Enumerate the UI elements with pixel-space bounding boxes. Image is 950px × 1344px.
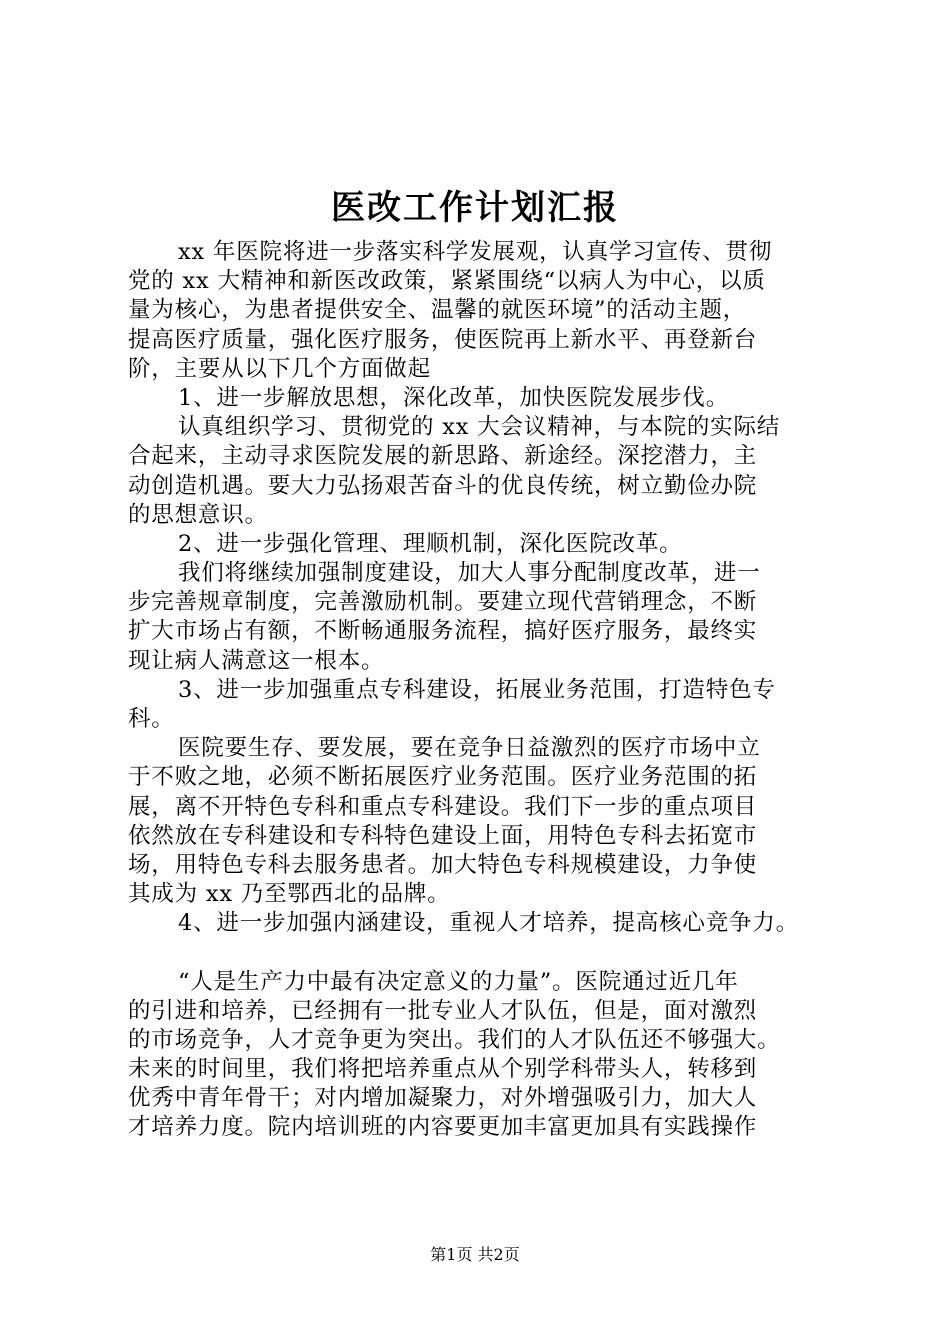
section-heading: 2、进一步强化管理、理顺机制，深化医院改革。 [178, 530, 683, 557]
paragraph-line: 的思想意识。 [128, 501, 268, 528]
paragraph-line: 量为核心，为患者提供安全、温馨的就医环境”的活动主题， [128, 297, 747, 324]
paragraph-line: 的引进和培养，已经拥有一批专业人才队伍，但是，面对激烈 [128, 997, 758, 1024]
paragraph-line: 场，用特色专科去服务患者。加大特色专科规模建设，力争使 [128, 851, 758, 878]
document-title: 医改工作计划汇报 [331, 188, 619, 228]
paragraph-line: 步完善规章制度，完善激励机制。要建立现代营销理念，不断 [128, 589, 758, 616]
paragraph-line: 医院要生存、要发展，要在竞争日益激烈的医疗市场中立 [178, 735, 761, 762]
paragraph-line: 提高医疗质量，强化医疗服务，使医院再上新水平、再登新台 [128, 326, 758, 353]
paragraph-line: 认真组织学习、贯彻党的 xx 大会议精神，与本院的实际结 [178, 414, 781, 441]
paragraph-line: 现让病人满意这一根本。 [128, 647, 385, 674]
paragraph-line: 扩大市场占有额，不断畅通服务流程，搞好医疗服务，最终实 [128, 618, 758, 645]
paragraph-line: 才培养力度。院内培训班的内容要更加丰富更加具有实践操作 [128, 1114, 758, 1141]
paragraph-line: 阶，主要从以下几个方面做起 [128, 355, 431, 382]
blank-line [128, 939, 838, 968]
document-body [128, 238, 838, 1143]
paragraph-line: 展，离不开特色专科和重点专科建设。我们下一步的重点项目 [128, 793, 758, 820]
paragraph-line: 动创造机遇。要大力弘扬艰苦奋斗的优良传统，树立勤俭办院 [128, 472, 758, 499]
paragraph-line: 优秀中青年骨干；对内增加凝聚力，对外增强吸引力，加大人 [128, 1085, 758, 1112]
paragraph-line: 我们将继续加强制度建设，加大人事分配制度改革，进一 [178, 560, 761, 587]
paragraph-line: 的市场竞争，人才竞争更为突出。我们的人才队伍还不够强大。 [128, 1026, 781, 1053]
section-heading: 1、进一步解放思想，深化改革，加快医院发展步伐。 [178, 384, 730, 411]
paragraph-line: 于不败之地，必须不断拓展医疗业务范围。医疗业务范围的拓 [128, 764, 758, 791]
paragraph-line: 其成为 xx 乃至鄂西北的品牌。 [128, 881, 451, 908]
section-heading: 4、进一步加强内涵建设，重视人才培养，提高核心竞争力。 [178, 910, 799, 937]
paragraph-line: 党的 xx 大精神和新医改政策，紧紧围绕“以病人为中心，以质 [128, 268, 766, 295]
section-heading: 3、进一步加强重点专科建设，拓展业务范围，打造特色专 [178, 676, 776, 703]
paragraph-line: 依然放在专科建设和专科特色建设上面，用特色专科去拓宽市 [128, 822, 758, 849]
paragraph-line: 未来的时间里，我们将把培养重点从个别学科带头人，转移到 [128, 1056, 758, 1083]
page-number-footer: 第1页 共2页 [430, 1245, 520, 1264]
paragraph-line: “人是生产力中最有决定意义的力量”。医院通过近几年 [178, 968, 739, 995]
section-heading-continued: 科。 [128, 706, 175, 732]
paragraph-line: 合起来，主动寻求医院发展的新思路、新途经。深挖潜力，主 [128, 443, 758, 470]
paragraph-line: xx 年医院将进一步落实科学发展观，认真学习宣传、贯彻 [178, 239, 773, 265]
